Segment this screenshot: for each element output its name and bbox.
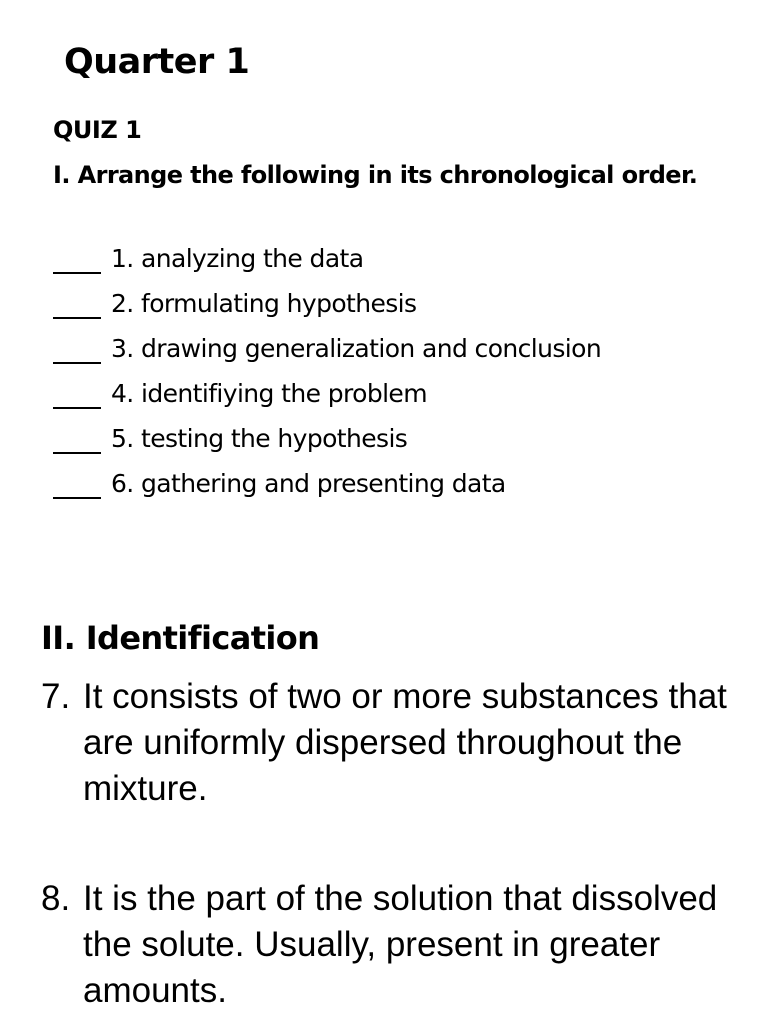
question-text: It is the part of the solution that dissolved the solute. Usually, present in greater amounts. <box>83 879 718 1010</box>
list-item <box>53 461 601 506</box>
identification-heading: II. Identification <box>41 619 320 657</box>
item-text: analyzing the data <box>141 244 364 273</box>
list-item <box>53 416 601 461</box>
question-text: It consists of two or more substances that are uniformly dispersed throughout the mixture. <box>83 677 727 808</box>
item-number: 6. <box>111 469 134 498</box>
answer-blank[interactable] <box>53 426 101 454</box>
identification-question-8 <box>41 876 731 1014</box>
question-number: 8. <box>41 879 71 918</box>
answer-blank[interactable] <box>53 336 101 364</box>
list-item <box>53 326 601 371</box>
part1-instruction: I. Arrange the following in its chronological order. <box>53 161 698 189</box>
question-number: 7. <box>41 677 71 716</box>
list-item <box>53 236 601 281</box>
item-text: gathering and presenting data <box>141 469 506 498</box>
answer-blank[interactable] <box>53 381 101 409</box>
chronological-items-list <box>53 236 601 506</box>
quiz-label: QUIZ 1 <box>53 116 142 144</box>
item-number: 2. <box>111 289 134 318</box>
answer-blank[interactable] <box>53 471 101 499</box>
answer-blank[interactable] <box>53 291 101 319</box>
item-number: 1. <box>111 244 134 273</box>
item-text: drawing generalization and conclusion <box>141 334 602 363</box>
page-title: Quarter 1 <box>64 42 250 82</box>
item-text: testing the hypothesis <box>141 424 408 453</box>
item-number: 5. <box>111 424 134 453</box>
list-item <box>53 371 601 416</box>
item-number: 3. <box>111 334 134 363</box>
identification-question-7 <box>41 674 731 812</box>
item-text: identifiying the problem <box>141 379 427 408</box>
list-item <box>53 281 601 326</box>
item-text: formulating hypothesis <box>141 289 417 318</box>
item-number: 4. <box>111 379 134 408</box>
answer-blank[interactable] <box>53 246 101 274</box>
